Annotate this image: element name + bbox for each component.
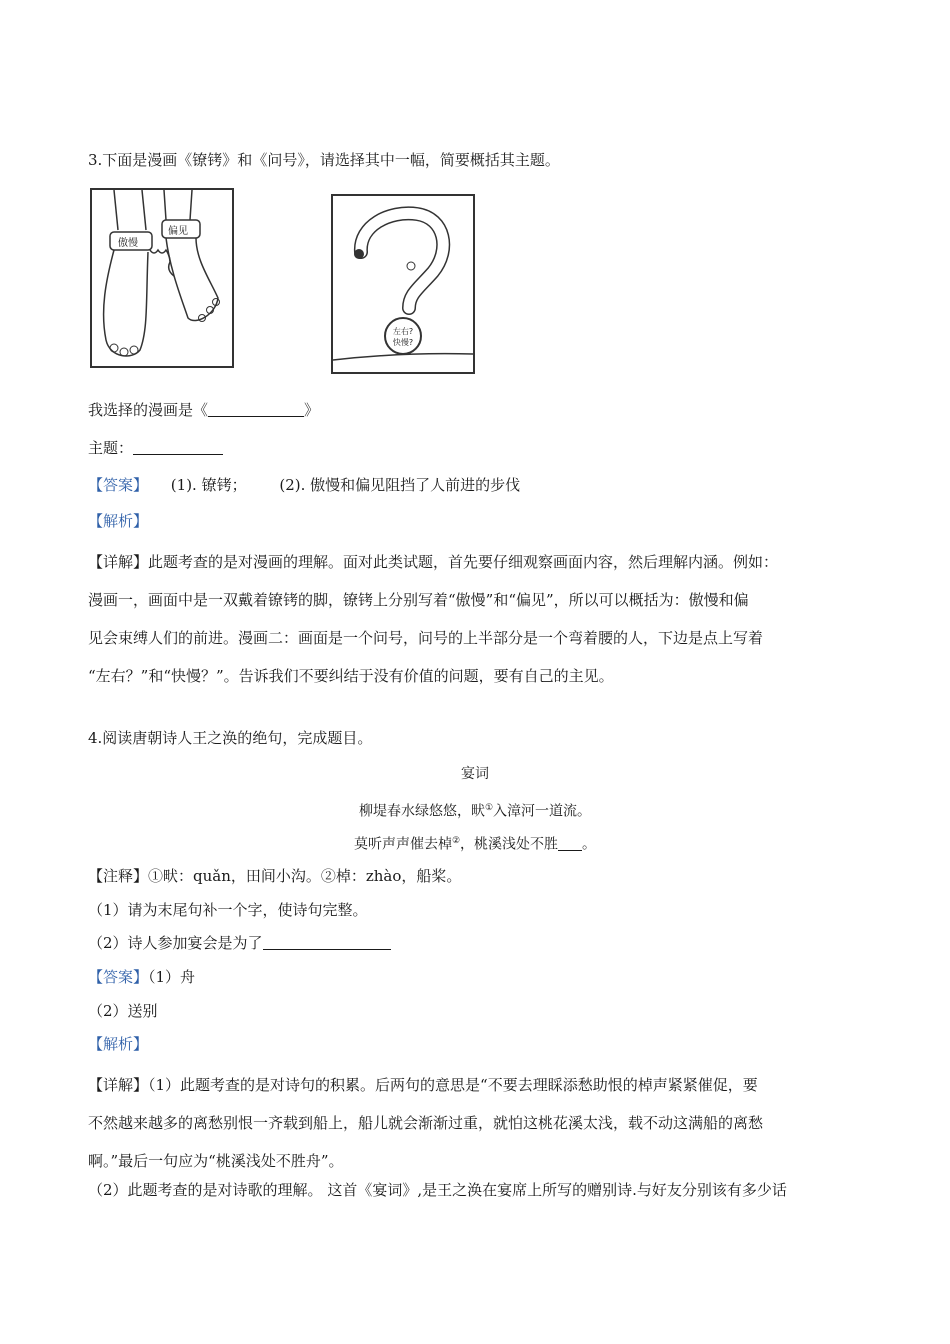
theme-line — [88, 438, 223, 458]
answer-2: (2). 傲慢和偏见阻挡了人前进的步伐 — [279, 476, 521, 494]
q4-answer-1: （1）舟 — [148, 968, 196, 986]
answer-1: (1). 镣铐； — [170, 476, 247, 494]
choice-prefix: 我选择的漫画是《 — [88, 401, 209, 419]
poem-note-mark-1: ① — [484, 803, 494, 813]
poem-line-2a: 莫听声声催去棹 — [353, 836, 452, 853]
choice-line — [88, 400, 319, 420]
cartoon-shackles-image — [90, 188, 234, 368]
q4-title: 4.阅读唐朝诗人王之涣的绝句，完成题目。 — [88, 729, 373, 747]
cuff-label-arrogance: 傲慢 — [118, 238, 138, 249]
q4-answer-2: （2）送别 — [88, 1002, 158, 1020]
theme-blank — [133, 439, 223, 455]
poem-title: 宴词 — [461, 766, 489, 782]
q3-detail — [88, 543, 868, 695]
q4-sub2: （2）诗人参加宴会是为了 — [88, 934, 263, 952]
cuff-label-prejudice: 偏见 — [168, 226, 188, 237]
poem-line-1a: 柳堤春水绿悠悠，畎 — [358, 803, 485, 820]
ball-text-fast-slow: 快慢? — [392, 338, 414, 347]
q3-answer-line — [88, 475, 520, 495]
poem-line-2 — [0, 831, 950, 855]
q3-analysis-tag: 【解析】 — [88, 512, 149, 530]
poem-blank — [558, 835, 582, 851]
q4-detail-line: 【详解】（1）此题考查的是对诗句的积累。后两句的意思是“不要去理睬添愁助恨的棹声紧紧催促，要 — [88, 1076, 758, 1094]
poem-note-mark-2: ② — [451, 836, 461, 846]
poem-line-1b: 入漳河一道流。 — [493, 803, 592, 820]
q4-sub2-line — [88, 933, 391, 953]
answer-tag: 【答案】 — [88, 968, 149, 986]
poem-line-2-end: 。 — [582, 836, 597, 853]
q4-detail-line: 不然越来越多的离愁别恨一齐载到船上，船儿就会渐渐过重，就怕这桃花溪太浅，载不动这满船的离愁 — [88, 1114, 764, 1132]
choice-suffix: 》 — [304, 401, 320, 419]
answer-tag: 【答案】 — [88, 476, 149, 494]
theme-label: 主题： — [88, 439, 134, 457]
ball-text-left-right: 左右? — [392, 327, 414, 336]
q3-detail-line: 漫画一，画面中是一双戴着镣铐的脚，镣铐上分别写着“傲慢”和“偏见”，所以可以概括为：傲慢和偏 — [88, 591, 749, 609]
q4-analysis-tag: 【解析】 — [88, 1035, 149, 1053]
q4-detail-line: 啊。”最后一句应为“桃溪浅处不胜舟”。 — [88, 1152, 344, 1170]
poem-line-1 — [0, 798, 950, 822]
q3-title: 3.下面是漫画《镣铐》和《问号》，请选择其中一幅，简要概括其主题。 — [88, 151, 560, 169]
q3-detail-line: 见会束缚人们的前进。漫画二：画面是一个问号，问号的上半部分是一个弯着腰的人，下边是点上写着 — [88, 629, 764, 647]
q3-detail-line: 【详解】此题考查的是对漫画的理解。面对此类试题，首先要仔细观察画面内容，然后理解内涵。例如： — [88, 553, 779, 571]
q4-detail — [88, 1066, 868, 1180]
q4-note: 【注释】①畎：quǎn，田间小沟。②棹：zhào，船桨。 — [88, 867, 462, 885]
cartoon-question-mark-image — [331, 194, 475, 374]
q4-sub1: （1）请为末尾句补一个字，使诗句完整。 — [88, 901, 368, 919]
poem-line-2b: ，桃溪浅处不胜 — [460, 836, 559, 853]
q3-detail-line: “左右？”和“快慢？”。告诉我们不要纠结于没有价值的问题，要有自己的主见。 — [88, 667, 614, 685]
q4-sub2-blank — [263, 934, 391, 950]
q4-detail-line: （2）此题考查的是对诗歌的理解。 这首《宴词》,是王之涣在宴席上所写的赠别诗.与好友分别该有多少话 — [88, 1181, 787, 1199]
choice-blank — [208, 401, 304, 417]
q4-answer-line — [88, 967, 195, 987]
